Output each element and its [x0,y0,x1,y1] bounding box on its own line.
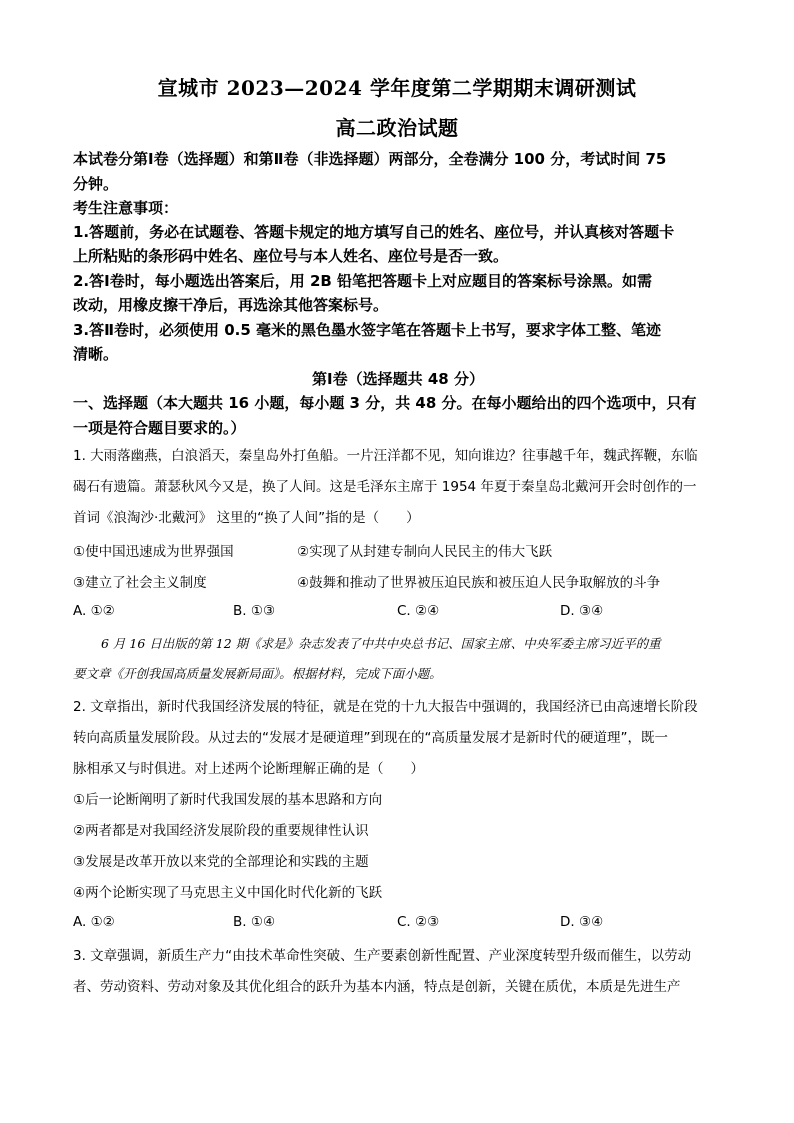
q2-stem-line-2: 转向高质量发展阶段。从过去的“发展才是硬道理”到现在的“高质量发展才是新时代的硬道理”，既一 [73,730,668,746]
material-line-2: 要文章《开创我国高质量发展新局面》。根据材料，完成下面小题。 [73,666,442,681]
material-line-1: 6 月 16 日出版的第 12 期《求是》杂志发表了中共中央总书记、国家主席、中央军委主席习近平的重 [101,636,661,651]
intro-line-2: 分钟。 [73,175,119,193]
q3-stem-line-1: 3. 文章强调，新质生产力“由技术革命性突破、生产要素创新性配置、产业深度转型升级而催生，以劳动 [73,948,692,964]
exam-subtitle: 高二政治试题 [335,116,459,140]
intro-line-1: 本试卷分第Ⅰ卷（选择题）和第Ⅱ卷（非选择题）两部分，全卷满分 100 分，考试时间 75 [73,150,667,168]
q1-option-c[interactable]: C. ②④ [397,603,440,619]
q1-statements-row-1 [73,540,723,560]
q1-option-d[interactable]: D. ③④ [560,603,604,619]
q3-stem-line-2: 者、劳动资料、劳动对象及其优化组合的跃升为基本内涵，特点是创新，关键在质优，本质是先进生产 [73,979,681,995]
q1-statement-1: ①使中国迅速成为世界强国 [73,544,234,560]
q1-statements-row-2 [73,571,723,591]
note-3-line-2: 清晰。 [73,345,119,363]
q2-stem-line-1: 2. 文章指出，新时代我国经济发展的特征，就是在党的十九大报告中强调的，我国经济已由高速增长阶段 [73,699,698,715]
q2-statement-1: ①后一论断阐明了新时代我国发展的基本思路和方向 [73,792,383,808]
exam-title: 宣城市 2023—2024 学年度第二学期期末调研测试 [157,76,637,100]
note-2-line-2: 改动，用橡皮擦干净后，再选涂其他答案标号。 [73,296,389,314]
q1-option-a[interactable]: A. ①② [73,603,115,619]
note-1-line-2: 上所粘贴的条形码中姓名、座位号与本人姓名、座位号是否一致。 [73,247,509,265]
q2-options [73,914,723,934]
note-2-line-1: 2.答Ⅰ卷时，每小题选出答案后，用 2B 铅笔把答题卡上对应题目的答案标号涂黑。如需 [73,272,653,290]
part-instruction-line-1: 一、选择题（本大题共 16 小题，每小题 3 分，共 48 分。在每小题给出的四个选项中，只有 [73,394,697,412]
q1-options [73,603,723,623]
notes-heading: 考生注意事项： [73,199,179,217]
q2-statement-4: ④两个论断实现了马克思主义中国化时代化新的飞跃 [73,885,383,901]
q2-option-c[interactable]: C. ②③ [397,914,440,930]
note-3-line-1: 3.答Ⅱ卷时，必须使用 0.5 毫米的黑色墨水签字笔在答题卡上书写，要求字体工整、笔迹 [73,321,662,339]
q2-option-d[interactable]: D. ③④ [560,914,604,930]
note-1-line-1: 1.答题前，务必在试题卷、答题卡规定的地方填写自己的姓名、座位号，并认真核对答题卡 [73,223,675,241]
q2-option-a[interactable]: A. ①② [73,914,115,930]
q1-statement-3: ③建立了社会主义制度 [73,575,207,591]
q2-statement-3: ③发展是改革开放以来党的全部理论和实践的主题 [73,854,369,870]
q1-stem-line-1: 1. 大雨落幽燕，白浪滔天，秦皇岛外打鱼船。一片汪洋都不见，知向谁边？往事越千年，魏武挥鞭，东临 [73,448,698,464]
q1-stem-line-3: 首词《浪淘沙·北戴河》 这里的“换了人间”指的是（ ） [73,510,420,526]
q1-statement-4: ④鼓舞和推动了世界被压迫民族和被压迫人民争取解放的斗争 [297,575,661,591]
q2-stem-line-3: 脉相承又与时俱进。对上述两个论断理解正确的是（ ） [73,761,424,777]
section-heading: 第Ⅰ卷（选择题共 48 分） [312,370,484,388]
q2-statement-2: ②两者都是对我国经济发展阶段的重要规律性认识 [73,823,369,839]
q1-stem-line-2: 碣石有遗篇。萧瑟秋风今又是，换了人间。这是毛泽东主席于 1954 年夏于秦皇岛北戴河开会时创作的一 [73,479,697,495]
q1-option-b[interactable]: B. ①③ [233,603,276,619]
q2-option-b[interactable]: B. ①④ [233,914,276,930]
q1-statement-2: ②实现了从封建专制向人民民主的伟大飞跃 [297,544,553,560]
part-instruction-line-2: 一项是符合题目要求的。） [73,419,246,437]
